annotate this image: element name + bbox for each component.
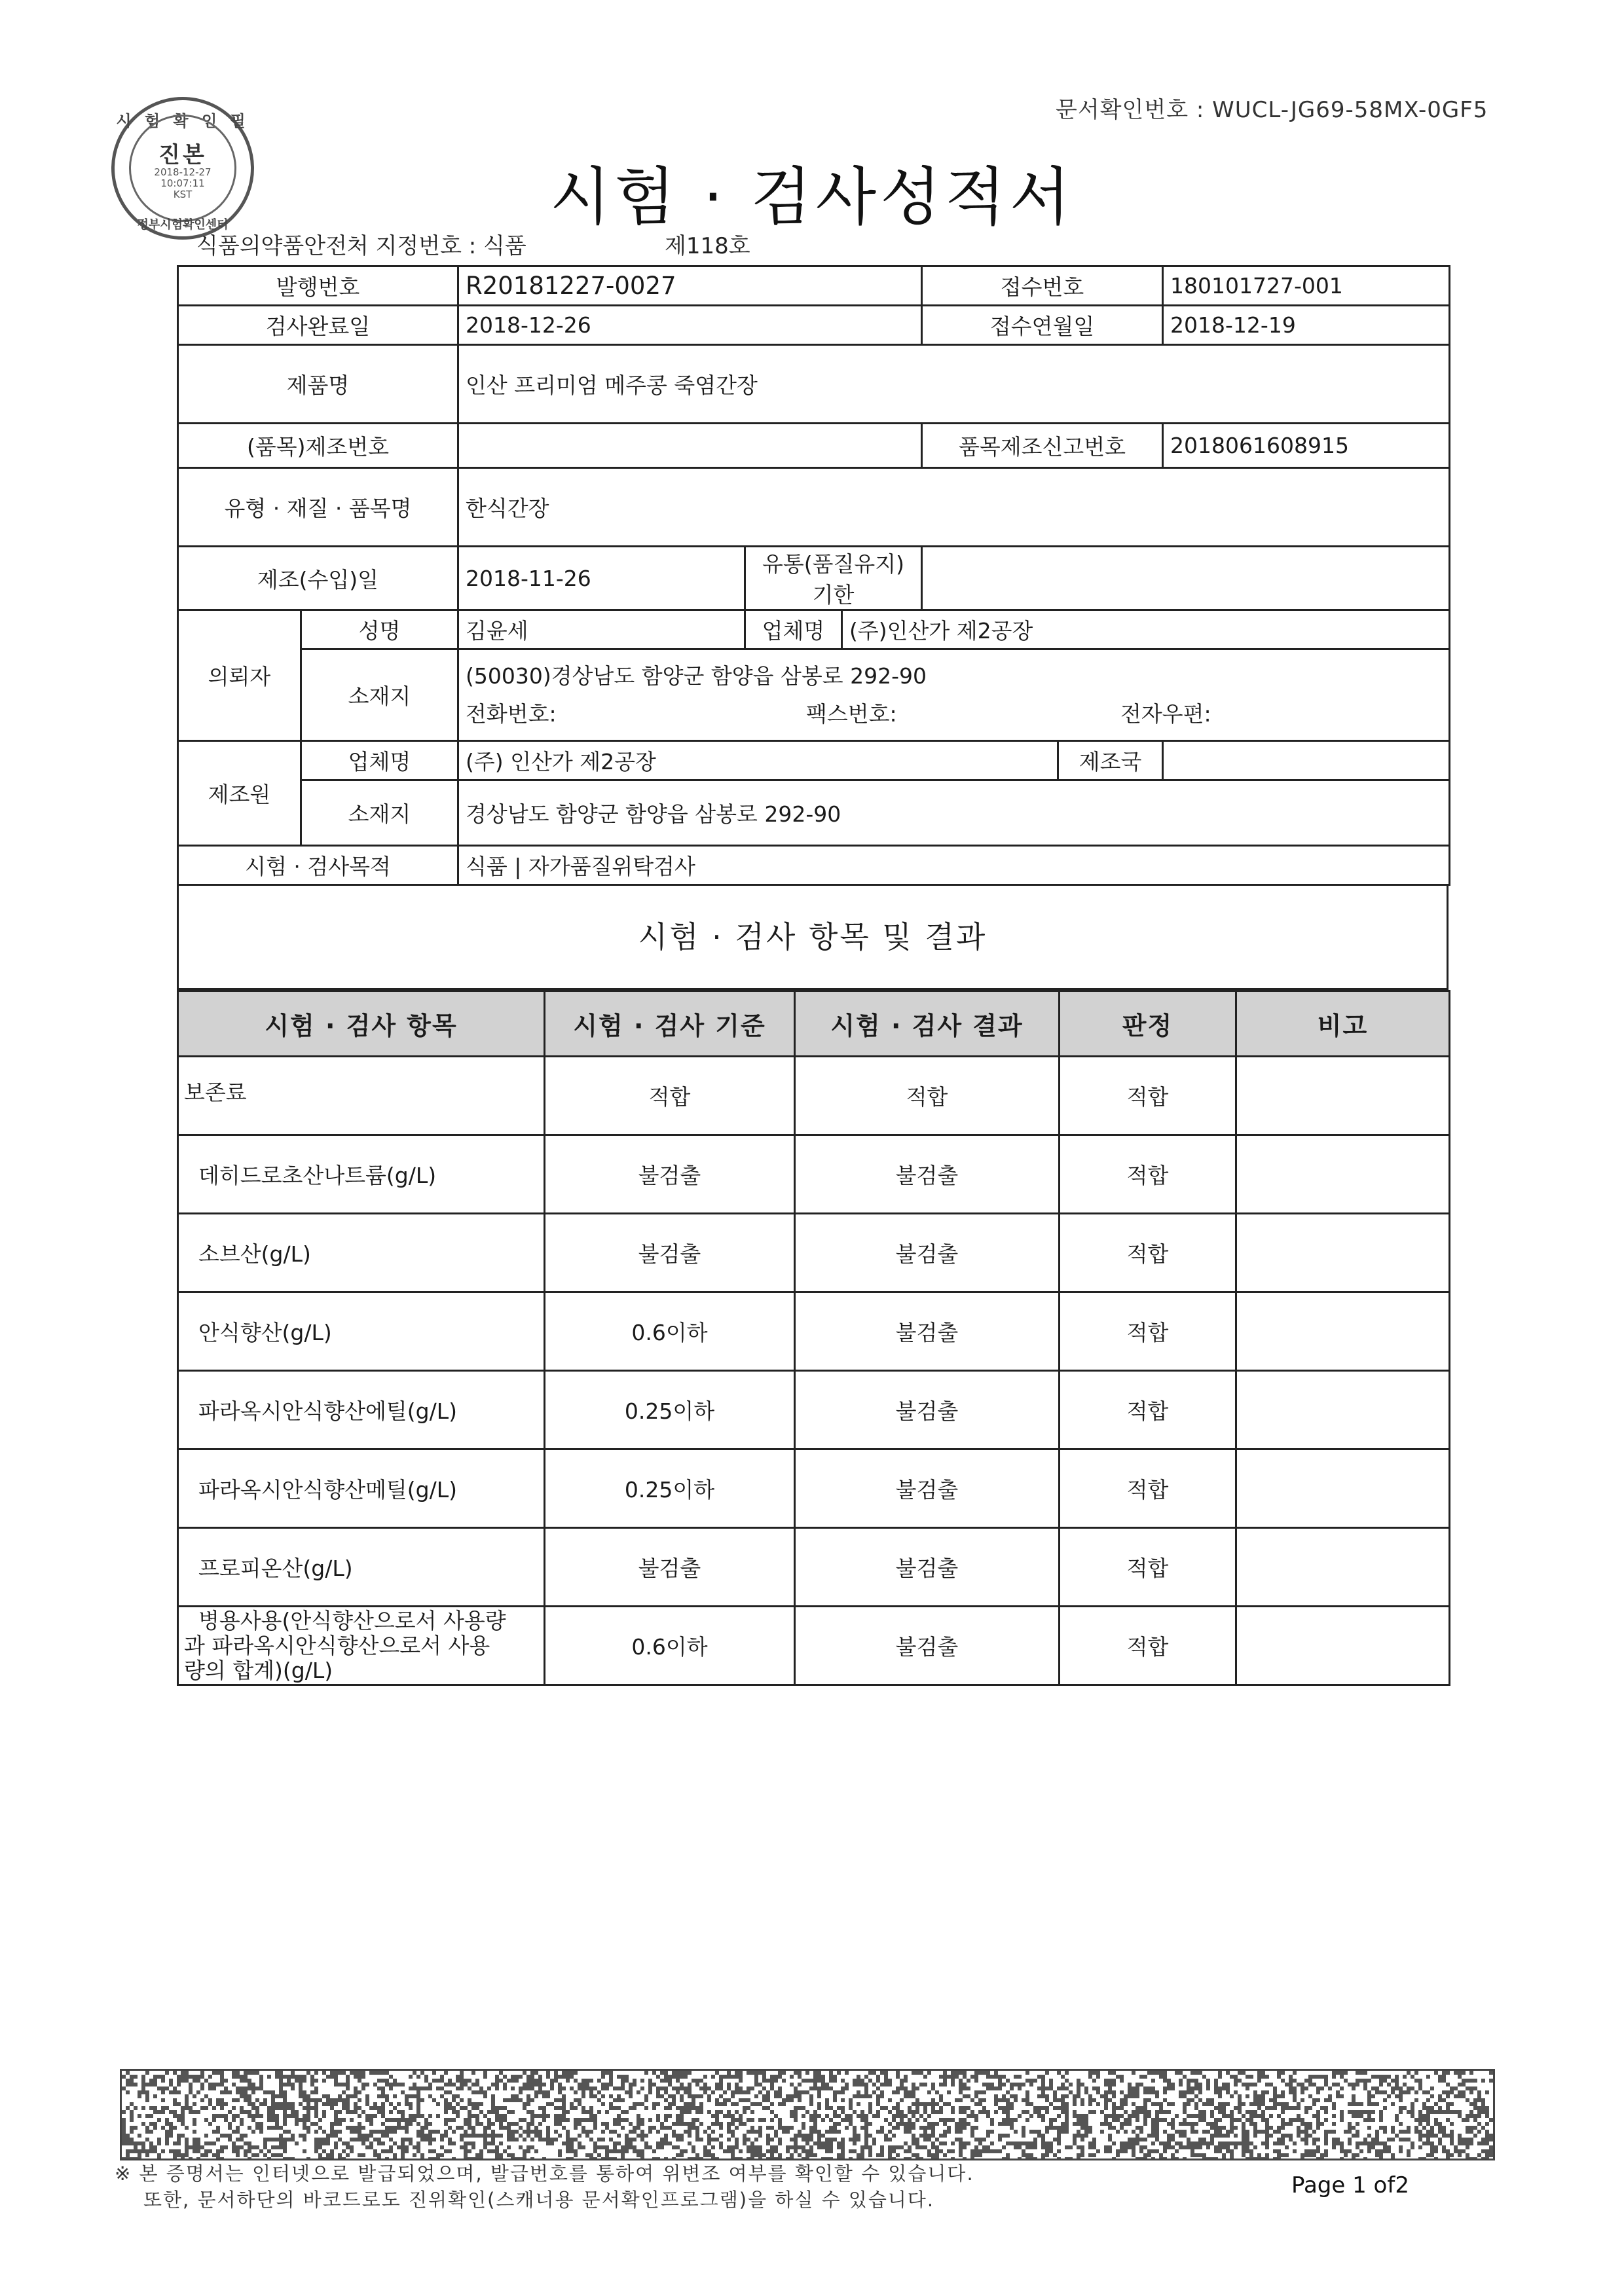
item-standard: 0.25이하 <box>545 1449 795 1528</box>
item-note <box>1236 1135 1450 1214</box>
maker-company-label: 업체명 <box>301 741 458 780</box>
email-label: 전자우편: <box>1120 701 1211 727</box>
item-name-multiline <box>178 1607 545 1685</box>
col-header-standard: 시험 · 검사 기준 <box>545 991 795 1057</box>
client-contact-line <box>466 695 1442 733</box>
item-result: 불검출 <box>795 1135 1060 1214</box>
maker-address-value: 경상남도 함양군 함양읍 삼봉로 292-90 <box>458 780 1450 846</box>
mfg-date-value: 2018-11-26 <box>458 547 745 610</box>
country-value <box>1163 741 1450 780</box>
item-name: 파라옥시안식향산메틸(g/L) <box>178 1449 545 1528</box>
phone-label: 전화번호: <box>466 701 557 727</box>
page-number: Page 1 of2 <box>1291 2172 1409 2198</box>
mfg-date-label: 제조(수입)일 <box>178 547 458 610</box>
item-name: 프로피온산(g/L) <box>178 1528 545 1607</box>
table-row <box>178 1292 1450 1371</box>
footer-notice <box>115 2160 974 2213</box>
client-company-label: 업체명 <box>745 610 842 649</box>
seal-date: 2018-12-27 <box>154 166 212 178</box>
receipt-date-value: 2018-12-19 <box>1163 306 1450 345</box>
document-confirm-number: 문서확인번호 : WUCL-JG69-58MX-0GF5 <box>1056 97 1488 123</box>
item-standard: 적합 <box>545 1057 795 1135</box>
complete-date-label: 검사완료일 <box>178 306 458 345</box>
verification-barcode <box>120 2069 1495 2160</box>
item-name-line: 량의 합계)(g/L) <box>184 1657 333 1683</box>
footer-notice-line: ※ 본 증명서는 인터넷으로 발급되었으며, 발급번호를 통하여 위변조 여부를 확인할 수 있습니다. <box>115 2162 974 2185</box>
lot-value <box>458 424 922 468</box>
fax-label: 팩스번호: <box>806 701 897 727</box>
client-label: 의뢰자 <box>178 610 301 741</box>
item-note <box>1236 1449 1450 1528</box>
type-value: 한식간장 <box>458 468 1450 547</box>
report-no-value: 2018061608915 <box>1163 424 1450 468</box>
client-address-cell <box>458 649 1450 741</box>
issue-no-label: 발행번호 <box>178 266 458 306</box>
receipt-date-label: 접수연월일 <box>922 306 1163 345</box>
type-label: 유형 · 재질 · 품목명 <box>178 468 458 547</box>
product-value: 인산 프리미엄 메주콩 죽염간장 <box>458 345 1450 424</box>
item-result: 불검출 <box>795 1528 1060 1607</box>
item-standard: 0.6이하 <box>545 1292 795 1371</box>
footer-notice-line: 또한, 문서하단의 바코드로도 진위확인(스캐너용 문서확인프로그램)을 하실 수 있습니다. <box>143 2189 935 2211</box>
table-row <box>178 1214 1450 1292</box>
results-section-title: 시험 · 검사 항목 및 결과 <box>177 884 1449 990</box>
complete-date-value: 2018-12-26 <box>458 306 922 345</box>
item-name-line: 과 파라옥시안식향산으로서 사용 <box>184 1632 490 1658</box>
item-standard: 불검출 <box>545 1135 795 1214</box>
item-judgment: 적합 <box>1060 1135 1236 1214</box>
table-row <box>178 1449 1450 1528</box>
barcode-pattern-icon <box>122 2071 1493 2159</box>
item-judgment: 적합 <box>1060 1292 1236 1371</box>
expiry-value <box>922 547 1450 610</box>
issue-no-value: R20181227-0027 <box>458 266 922 306</box>
item-result: 불검출 <box>795 1371 1060 1449</box>
item-note <box>1236 1214 1450 1292</box>
item-judgment: 적합 <box>1060 1449 1236 1528</box>
col-header-judgment: 판정 <box>1060 991 1236 1057</box>
maker-label: 제조원 <box>178 741 301 846</box>
purpose-label: 시험 · 검사목적 <box>178 846 458 885</box>
item-name-line: 병용사용(안식향산으로서 사용량 <box>198 1607 506 1633</box>
item-result: 불검출 <box>795 1214 1060 1292</box>
results-table <box>177 990 1450 1686</box>
table-row <box>178 1135 1450 1214</box>
page-title: 시험 · 검사성적서 <box>549 160 1075 234</box>
product-label: 제품명 <box>178 345 458 424</box>
country-label: 제조국 <box>1058 741 1163 780</box>
seal-time: 10:07:11 <box>160 177 205 189</box>
item-judgment: 적합 <box>1060 1214 1236 1292</box>
client-address-value: (50030)경상남도 함양군 함양읍 삼봉로 292-90 <box>466 663 927 689</box>
item-judgment: 적합 <box>1060 1607 1236 1685</box>
item-standard: 0.6이하 <box>545 1607 795 1685</box>
item-name: 보존료 <box>178 1057 545 1135</box>
item-note <box>1236 1528 1450 1607</box>
item-judgment: 적합 <box>1060 1528 1236 1607</box>
col-header-note: 비고 <box>1236 991 1450 1057</box>
item-note <box>1236 1057 1450 1135</box>
expiry-label: 유통(품질유지)기한 <box>745 547 922 610</box>
item-judgment: 적합 <box>1060 1057 1236 1135</box>
item-name: 데히드로초산나트륨(g/L) <box>178 1135 545 1214</box>
item-note <box>1236 1371 1450 1449</box>
item-note <box>1236 1607 1450 1685</box>
item-judgment: 적합 <box>1060 1371 1236 1449</box>
purpose-value: 식품 | 자가품질위탁검사 <box>458 846 1450 885</box>
receipt-no-label: 접수번호 <box>922 266 1163 306</box>
info-table <box>177 265 1450 886</box>
item-result: 불검출 <box>795 1607 1060 1685</box>
client-name-value: 김윤세 <box>458 610 745 649</box>
designation-number: 제118호 <box>665 233 750 259</box>
client-address-label: 소재지 <box>301 649 458 741</box>
item-result: 적합 <box>795 1057 1060 1135</box>
seal-top-text: 시 험 확 인 필 <box>116 112 249 130</box>
seal-main-text: 진본 <box>158 142 207 168</box>
item-result: 불검출 <box>795 1292 1060 1371</box>
item-name: 소브산(g/L) <box>178 1214 545 1292</box>
item-result: 불검출 <box>795 1449 1060 1528</box>
item-standard: 불검출 <box>545 1528 795 1607</box>
item-note <box>1236 1292 1450 1371</box>
item-standard: 불검출 <box>545 1214 795 1292</box>
lot-label: (품목)제조번호 <box>178 424 458 468</box>
designation-label: 식품의약품안전처 지정번호 : 식품 <box>196 233 526 259</box>
table-row <box>178 1371 1450 1449</box>
table-row <box>178 1528 1450 1607</box>
report-no-label: 품목제조신고번호 <box>922 424 1163 468</box>
client-company-value: (주)인산가 제2공장 <box>842 610 1450 649</box>
seal-timezone: KST <box>173 189 193 200</box>
table-row <box>178 1057 1450 1135</box>
item-standard: 0.25이하 <box>545 1371 795 1449</box>
col-header-result: 시험 · 검사 결과 <box>795 991 1060 1057</box>
item-name: 안식향산(g/L) <box>178 1292 545 1371</box>
maker-company-value: (주) 인산가 제2공장 <box>458 741 1058 780</box>
receipt-no-value: 180101727-001 <box>1163 266 1450 306</box>
table-row <box>178 1607 1450 1685</box>
seal-bottom-text: 정부시험확인센터 <box>137 218 229 232</box>
client-name-label: 성명 <box>301 610 458 649</box>
item-name: 파라옥시안식향산에틸(g/L) <box>178 1371 545 1449</box>
col-header-item: 시험 · 검사 항목 <box>178 991 545 1057</box>
maker-address-label: 소재지 <box>301 780 458 846</box>
results-header-row <box>178 991 1450 1057</box>
